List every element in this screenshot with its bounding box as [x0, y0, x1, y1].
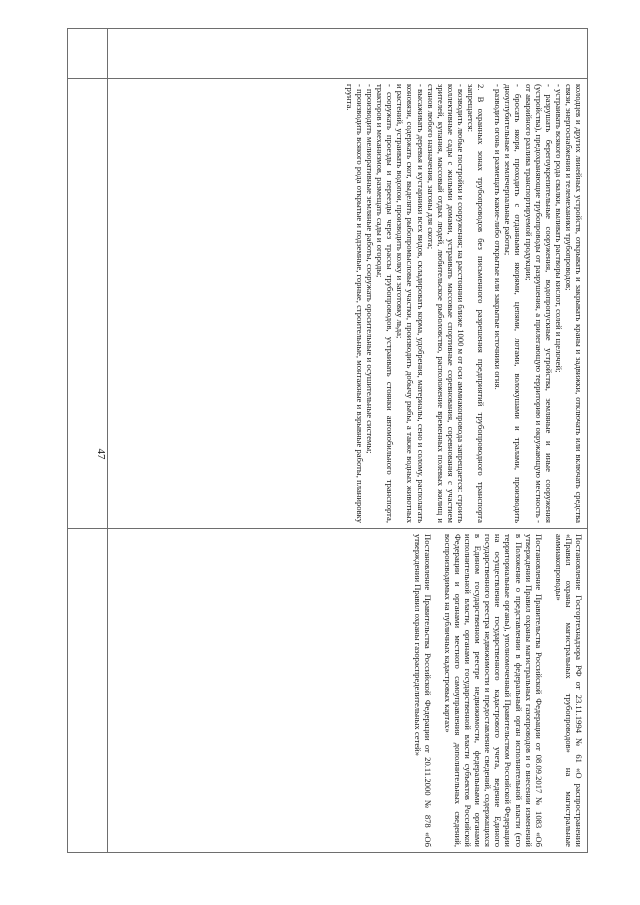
restrictions-block-1: [493, 84, 584, 523]
legal-reference: Постановление Госгортехнадзора РФ от 23.11.1994 № 61 «О распространении «Правил охраны магистральных трубопроводов» на магистральные аммиакопроводы»: [553, 534, 584, 847]
restriction-text: - производить мелиоративные земляные работы, сооружать оросительные и осушительные системы;: [365, 84, 376, 454]
restriction-text: - разводить огонь и размещать какие-либо открытые или закрытые источники огня.: [493, 84, 504, 390]
rotated-page-content: [68, 28, 588, 852]
restriction-text: - возводить любые постройки и сооружения; на расстоянии ближе 1000 м от оси аммиакопровода запрещается: строить коллективные сады с жилыми домами, устраивать массовые спортивные соревнования, соревнования с участием зрителей, купания, массовый отдых людей, любительское рыболовство, расположение временных полевых жилищ и станов любого назначения, загоны для скота;: [425, 84, 466, 523]
legal-reference: Постановление Правительства Российской Федерации от 20.11.2000 № 878 «Об утверждении Правил охраны газораспределительных сетей»: [412, 534, 433, 847]
restrictions-block-2: [345, 84, 486, 523]
legal-reference: Постановление Правительства Российской Федерации от 08.09.2017 № 1083 «Об утверждении Правил охраны магистральных газопроводов и о внесении изменений в Положение о представлении в федеральный орган исполнительной власти (его территориальные органы), уполномоченный Правительством Российской Федерации на осуществление государственного кадастрового учета, ведение Единого государственного реестра недвижимости и предоставление сведений, содержащихся в Едином государственном реестре недвижимости, федеральными органами исполнительной власти, органами государственной власти субъектов Российской Федерации и органами местного самоуправления дополнительных сведений, воспроизводимых на публичных кадастровых картах»: [442, 534, 544, 847]
cell-empty: [68, 529, 108, 853]
restriction-text: - разрушать берегоукрепительные сооружения, водопропускные устройства, земляные и иные сооружения (устройства), предохраняющие трубопроводы от разрушения, а прилегающую территорию и окружающую местность - от аварийного разлива транспортируемой продукции;: [523, 84, 554, 523]
page-number: 47: [95, 448, 107, 460]
cell-restrictions: [108, 79, 588, 529]
restriction-text: - сооружать проезды и переезды через трассы трубопроводов, устраивать стоянки автомобильного транспорта, тракторов и механизмов, размещать сады и огороды;: [375, 84, 396, 523]
landscape-document: [68, 28, 588, 852]
cell-empty-left: [108, 29, 588, 79]
restriction-text: - бросать якоря, проходить с отданными якорями, цепями, лотами, волокушами и тралами, производить дноуглубительные и землечерпальные работы;: [503, 84, 524, 523]
cell-empty: [68, 79, 108, 529]
restriction-text: - производить всякого рода открытые и подземные, горные, строительные, монтажные и взрывные работы, планировку грунта.: [344, 84, 366, 523]
restriction-heading: 2. В охранных зонах трубопроводов без письменного разрешения предприятий трубопроводного транспорта запрещается:: [466, 84, 487, 523]
cell-legal-references: [108, 529, 588, 853]
restriction-text: - устраивать всякого рода свалки, выливать растворы кислот, солей и щелочей;: [553, 84, 564, 373]
zone-rules-table: [67, 28, 588, 853]
table-row: [108, 29, 588, 853]
restriction-text: колодцев и других линейных устройств, открывать и закрывать краны и задвижки, отключать или включать средства связи, энергоснабжения и телемеханики трубопроводов;: [563, 84, 584, 523]
table-row: [68, 29, 108, 853]
cell-empty: [68, 29, 108, 79]
restriction-text: - высаживать деревья и кустарники всех видов, складировать корма, удобрения, материалы, сено и солому, располагать коновязи, содержать скот, выделять рыбопромысловые участки, производить добычу рыбы, а также водных животных и растений, устраивать водопои, производить колку и заготовку льда;: [395, 84, 426, 523]
